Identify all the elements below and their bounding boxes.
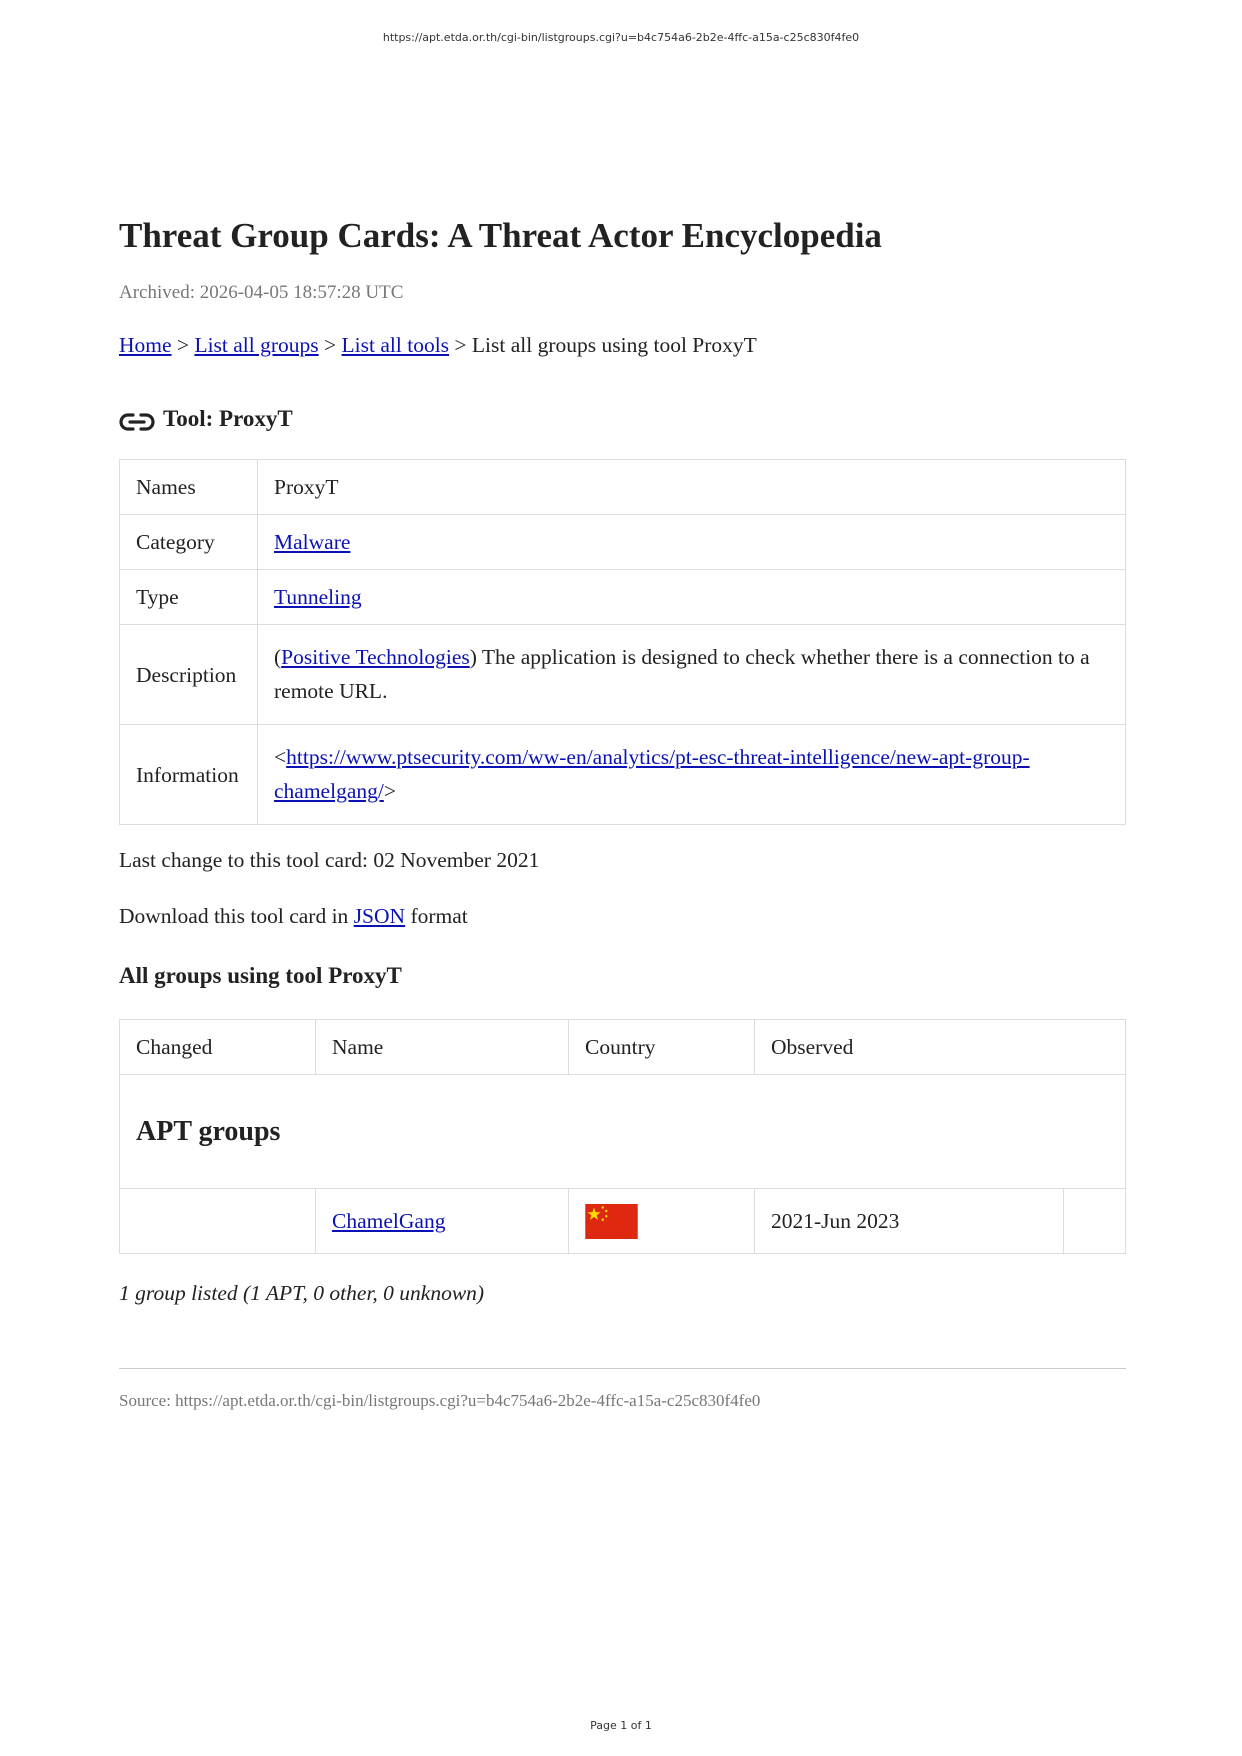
names-label: Names: [120, 460, 258, 515]
observed-cell: 2021-Jun 2023: [755, 1189, 1064, 1254]
description-cell: [258, 625, 1126, 725]
table-row: [120, 1189, 1126, 1254]
archived-timestamp: Archived: 2026-04-05 18:57:28 UTC: [119, 282, 404, 303]
groups-summary: 1 group listed (1 APT, 0 other, 0 unknown): [119, 1281, 485, 1305]
table-header-row: [120, 1020, 1126, 1075]
page-number: Page 1 of 1: [590, 1719, 652, 1732]
description-text: ) The application is designed to check whether there is a connection to a remote URL.: [274, 644, 1090, 703]
description-paren: (: [274, 644, 282, 669]
table-row: [120, 460, 1126, 515]
main-content: [119, 210, 1126, 1413]
breadcrumb-tools-link[interactable]: List all tools: [341, 333, 450, 357]
names-value: ProxyT: [258, 460, 1126, 515]
table-row: [120, 515, 1126, 570]
download-text: [119, 901, 1126, 931]
category-cell: [258, 515, 1126, 570]
tool-info-table: [119, 459, 1126, 825]
column-header-country: Country: [569, 1020, 755, 1075]
description-label: Description: [120, 625, 258, 725]
download-prefix: Download this tool card in: [119, 904, 354, 928]
name-cell: [316, 1189, 569, 1254]
table-row: [120, 725, 1126, 825]
section-row: [120, 1075, 1126, 1189]
tool-heading: [119, 398, 1126, 434]
information-cell: [258, 725, 1126, 825]
type-cell: [258, 570, 1126, 625]
column-header-name: Name: [316, 1020, 569, 1075]
breadcrumb-groups-link[interactable]: List all groups: [194, 333, 319, 357]
information-open-bracket: <: [274, 744, 287, 769]
information-close-bracket: >: [383, 778, 396, 803]
china-flag-icon: [585, 1204, 738, 1239]
table-row: [120, 625, 1126, 725]
groups-table: [119, 1019, 1126, 1254]
groups-heading: All groups using tool ProxyT: [119, 963, 402, 988]
column-header-observed: Observed: [755, 1020, 1126, 1075]
group-name-link[interactable]: ChamelGang: [332, 1209, 446, 1233]
type-link[interactable]: Tunneling: [274, 585, 362, 609]
breadcrumb: [119, 330, 1126, 360]
information-label: Information: [120, 725, 258, 825]
link-icon: [119, 410, 155, 434]
table-row: [120, 570, 1126, 625]
column-header-changed: Changed: [120, 1020, 316, 1075]
section-title: APT groups: [120, 1075, 1126, 1189]
breadcrumb-separator: >: [171, 333, 195, 357]
category-link[interactable]: Malware: [274, 530, 351, 554]
type-label: Type: [120, 570, 258, 625]
download-suffix: format: [405, 904, 468, 928]
changed-cell: [120, 1189, 316, 1254]
divider: [119, 1368, 1126, 1369]
breadcrumb-current: > List all groups using tool ProxyT: [449, 333, 757, 357]
breadcrumb-home-link[interactable]: Home: [119, 333, 172, 357]
information-link[interactable]: https://www.ptsecurity.com/ww-en/analytics/pt-esc-threat-intelligence/new-apt-group-chamelgang/: [274, 744, 1030, 803]
last-change-text: Last change to this tool card: 02 November 2021: [119, 848, 540, 872]
extra-cell: [1064, 1189, 1126, 1254]
print-header-url: https://apt.etda.or.th/cgi-bin/listgroups.cgi?u=b4c754a6-2b2e-4ffc-a15a-c25c830f4fe0: [382, 31, 860, 44]
description-source-link[interactable]: Positive Technologies: [281, 644, 470, 669]
page-title: Threat Group Cards: A Threat Actor Encyclopedia: [119, 216, 882, 255]
source-text: Source: https://apt.etda.or.th/cgi-bin/listgroups.cgi?u=b4c754a6-2b2e-4ffc-a15a-c25c830f4fe0: [119, 1391, 761, 1410]
tool-title: Tool: ProxyT: [163, 406, 293, 431]
json-download-link[interactable]: JSON: [353, 904, 406, 928]
breadcrumb-separator: >: [318, 333, 342, 357]
category-label: Category: [120, 515, 258, 570]
country-cell: [569, 1189, 755, 1254]
